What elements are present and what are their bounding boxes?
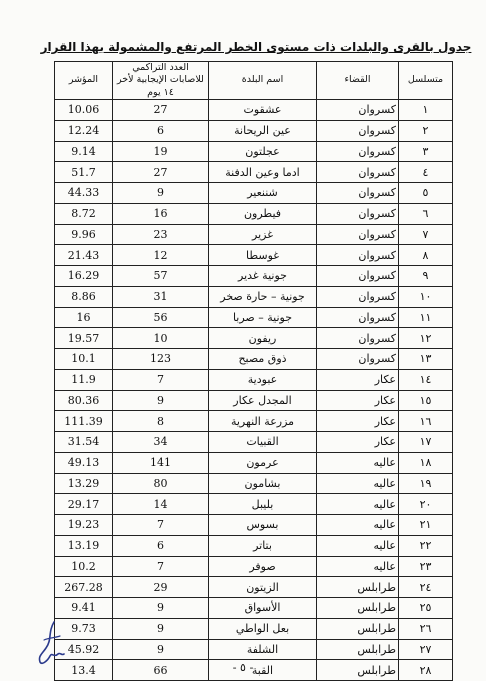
table-row <box>55 556 453 577</box>
district-cell: كسروان <box>317 203 399 224</box>
table-row <box>55 411 453 432</box>
index-cell: 21.43 <box>55 245 113 266</box>
cases-cell: 6 <box>113 120 209 141</box>
district-cell: كسروان <box>317 349 399 370</box>
serial-cell: ٢٣ <box>399 556 453 577</box>
cases-cell: 9 <box>113 618 209 639</box>
district-cell: عكار <box>317 369 399 390</box>
serial-cell: ٩ <box>399 266 453 287</box>
index-cell: 10.1 <box>55 349 113 370</box>
serial-cell: ٢٤ <box>399 577 453 598</box>
serial-cell: ١٢ <box>399 328 453 349</box>
district-cell: كسروان <box>317 162 399 183</box>
serial-cell: ٢٨ <box>399 660 453 681</box>
table-row <box>55 120 453 141</box>
serial-cell: ١٧ <box>399 432 453 453</box>
town-cell: عجلتون <box>209 141 317 162</box>
table-body <box>55 100 453 681</box>
town-cell: جونية غدير <box>209 266 317 287</box>
index-cell: 29.17 <box>55 494 113 515</box>
table-row <box>55 473 453 494</box>
town-cell: عرمون <box>209 452 317 473</box>
serial-cell: ٢٠ <box>399 494 453 515</box>
index-cell: 10.06 <box>55 100 113 121</box>
serial-cell: ٢٢ <box>399 535 453 556</box>
town-cell: شننعير <box>209 183 317 204</box>
index-cell: 9.41 <box>55 598 113 619</box>
district-cell: كسروان <box>317 183 399 204</box>
index-cell: 49.13 <box>55 452 113 473</box>
index-cell: 12.24 <box>55 120 113 141</box>
index-cell: 10.2 <box>55 556 113 577</box>
serial-cell: ٦ <box>399 203 453 224</box>
serial-cell: ٥ <box>399 183 453 204</box>
index-cell: 19.57 <box>55 328 113 349</box>
index-cell: 11.9 <box>55 369 113 390</box>
index-cell: 111.39 <box>55 411 113 432</box>
table-row <box>55 328 453 349</box>
cases-cell: 7 <box>113 369 209 390</box>
cases-cell: 27 <box>113 162 209 183</box>
table-row <box>55 598 453 619</box>
town-cell: غوسطا <box>209 245 317 266</box>
table-row <box>55 100 453 121</box>
index-cell: 8.72 <box>55 203 113 224</box>
town-cell: بشامون <box>209 473 317 494</box>
cases-cell: 9 <box>113 390 209 411</box>
district-cell: كسروان <box>317 286 399 307</box>
town-cell: صوفر <box>209 556 317 577</box>
town-cell: جونية – صربا <box>209 307 317 328</box>
district-cell: كسروان <box>317 328 399 349</box>
district-cell: عاليه <box>317 473 399 494</box>
table-row <box>55 203 453 224</box>
district-cell: طرابلس <box>317 598 399 619</box>
index-cell: 9.96 <box>55 224 113 245</box>
serial-cell: ١١ <box>399 307 453 328</box>
cases-cell: 141 <box>113 452 209 473</box>
index-cell: 9.73 <box>55 618 113 639</box>
cases-cell: 57 <box>113 266 209 287</box>
cases-cell: 29 <box>113 577 209 598</box>
town-cell: بليبل <box>209 494 317 515</box>
table-row <box>55 535 453 556</box>
table-row <box>55 245 453 266</box>
cases-cell: 56 <box>113 307 209 328</box>
index-cell: 19.23 <box>55 515 113 536</box>
town-cell: بعل الواطي <box>209 618 317 639</box>
table-row <box>55 349 453 370</box>
table-row <box>55 141 453 162</box>
serial-cell: ١٠ <box>399 286 453 307</box>
district-cell: عاليه <box>317 515 399 536</box>
district-cell: طرابلس <box>317 618 399 639</box>
serial-cell: ٤ <box>399 162 453 183</box>
serial-cell: ٢١ <box>399 515 453 536</box>
table-row <box>55 452 453 473</box>
index-cell: 45.92 <box>55 639 113 660</box>
serial-cell: ٢٧ <box>399 639 453 660</box>
table-row <box>55 307 453 328</box>
district-cell: عاليه <box>317 535 399 556</box>
district-cell: طرابلس <box>317 639 399 660</box>
cases-cell: 80 <box>113 473 209 494</box>
cases-cell: 31 <box>113 286 209 307</box>
table-row <box>55 266 453 287</box>
district-cell: عاليه <box>317 556 399 577</box>
district-cell: كسروان <box>317 245 399 266</box>
index-cell: 13.19 <box>55 535 113 556</box>
table-row <box>55 577 453 598</box>
serial-cell: ١٨ <box>399 452 453 473</box>
table-row <box>55 369 453 390</box>
district-cell: كسروان <box>317 141 399 162</box>
table-row <box>55 494 453 515</box>
town-cell: جونية – حارة صخر <box>209 286 317 307</box>
serial-cell: ١٥ <box>399 390 453 411</box>
serial-cell: ١٤ <box>399 369 453 390</box>
town-cell: فيطرون <box>209 203 317 224</box>
index-cell: 51.7 <box>55 162 113 183</box>
town-cell: بسوس <box>209 515 317 536</box>
index-cell: 13.4 <box>55 660 113 681</box>
district-cell: عكار <box>317 411 399 432</box>
cases-cell: 23 <box>113 224 209 245</box>
cases-cell: 14 <box>113 494 209 515</box>
town-cell: مزرعة النهرية <box>209 411 317 432</box>
header-index: المؤشر <box>55 62 113 100</box>
serial-cell: ٧ <box>399 224 453 245</box>
index-cell: 267.28 <box>55 577 113 598</box>
index-cell: 9.14 <box>55 141 113 162</box>
district-cell: كسروان <box>317 224 399 245</box>
index-cell: 80.36 <box>55 390 113 411</box>
town-cell: الشلفة <box>209 639 317 660</box>
cases-cell: 123 <box>113 349 209 370</box>
serial-cell: ١٦ <box>399 411 453 432</box>
town-cell: بتاتر <box>209 535 317 556</box>
table-row <box>55 390 453 411</box>
town-cell: ريفون <box>209 328 317 349</box>
town-cell: عبودية <box>209 369 317 390</box>
cases-cell: 9 <box>113 183 209 204</box>
cases-cell: 27 <box>113 100 209 121</box>
high-risk-towns-table <box>54 61 453 681</box>
cases-cell: 8 <box>113 411 209 432</box>
district-cell: عاليه <box>317 494 399 515</box>
town-cell: المجدل عكار <box>209 390 317 411</box>
serial-cell: ٣ <box>399 141 453 162</box>
table-row <box>55 286 453 307</box>
town-cell: ذوق مصبح <box>209 349 317 370</box>
town-cell: القبة <box>209 660 317 681</box>
table-row <box>55 432 453 453</box>
table-header-row <box>55 62 453 100</box>
serial-cell: ١٣ <box>399 349 453 370</box>
index-cell: 13.29 <box>55 473 113 494</box>
town-cell: الأسواق <box>209 598 317 619</box>
cases-cell: 9 <box>113 639 209 660</box>
table-row <box>55 618 453 639</box>
district-cell: عاليه <box>317 452 399 473</box>
cases-cell: 10 <box>113 328 209 349</box>
page-number: - ٥ - <box>232 661 254 674</box>
town-cell: عين الريحانة <box>209 120 317 141</box>
serial-cell: ٢ <box>399 120 453 141</box>
table-row <box>55 224 453 245</box>
district-cell: كسروان <box>317 266 399 287</box>
table-row <box>55 639 453 660</box>
cases-cell: 7 <box>113 515 209 536</box>
district-cell: عكار <box>317 432 399 453</box>
index-cell: 8.86 <box>55 286 113 307</box>
serial-cell: ١٩ <box>399 473 453 494</box>
table-row <box>55 515 453 536</box>
table-row <box>55 183 453 204</box>
header-town: اسم البلدة <box>209 62 317 100</box>
page-title: جدول بالقرى والبلدات ذات مستوى الخطر المرتفع والمشمولة بهذا القرار <box>40 40 472 54</box>
serial-cell: ٢٦ <box>399 618 453 639</box>
town-cell: عشقوت <box>209 100 317 121</box>
header-district: القضاء <box>317 62 399 100</box>
cases-cell: 9 <box>113 598 209 619</box>
town-cell: القبيات <box>209 432 317 453</box>
header-cases: العدد التراكمي للاصابات الإيجابية لأخر ١٤ يوم <box>113 62 209 100</box>
cases-cell: 12 <box>113 245 209 266</box>
town-cell: الزيتون <box>209 577 317 598</box>
cases-cell: 7 <box>113 556 209 577</box>
cases-cell: 16 <box>113 203 209 224</box>
district-cell: طرابلس <box>317 577 399 598</box>
index-cell: 16 <box>55 307 113 328</box>
district-cell: كسروان <box>317 100 399 121</box>
index-cell: 16.29 <box>55 266 113 287</box>
cases-cell: 6 <box>113 535 209 556</box>
serial-cell: ٨ <box>399 245 453 266</box>
town-cell: ادما وعين الدفنة <box>209 162 317 183</box>
header-serial: متسلسل <box>399 62 453 100</box>
cases-cell: 66 <box>113 660 209 681</box>
serial-cell: ٢٥ <box>399 598 453 619</box>
index-cell: 31.54 <box>55 432 113 453</box>
district-cell: كسروان <box>317 120 399 141</box>
serial-cell: ١ <box>399 100 453 121</box>
index-cell: 44.33 <box>55 183 113 204</box>
district-cell: عكار <box>317 390 399 411</box>
town-cell: غزير <box>209 224 317 245</box>
cases-cell: 19 <box>113 141 209 162</box>
district-cell: كسروان <box>317 307 399 328</box>
cases-cell: 34 <box>113 432 209 453</box>
table-row <box>55 162 453 183</box>
district-cell: طرابلس <box>317 660 399 681</box>
